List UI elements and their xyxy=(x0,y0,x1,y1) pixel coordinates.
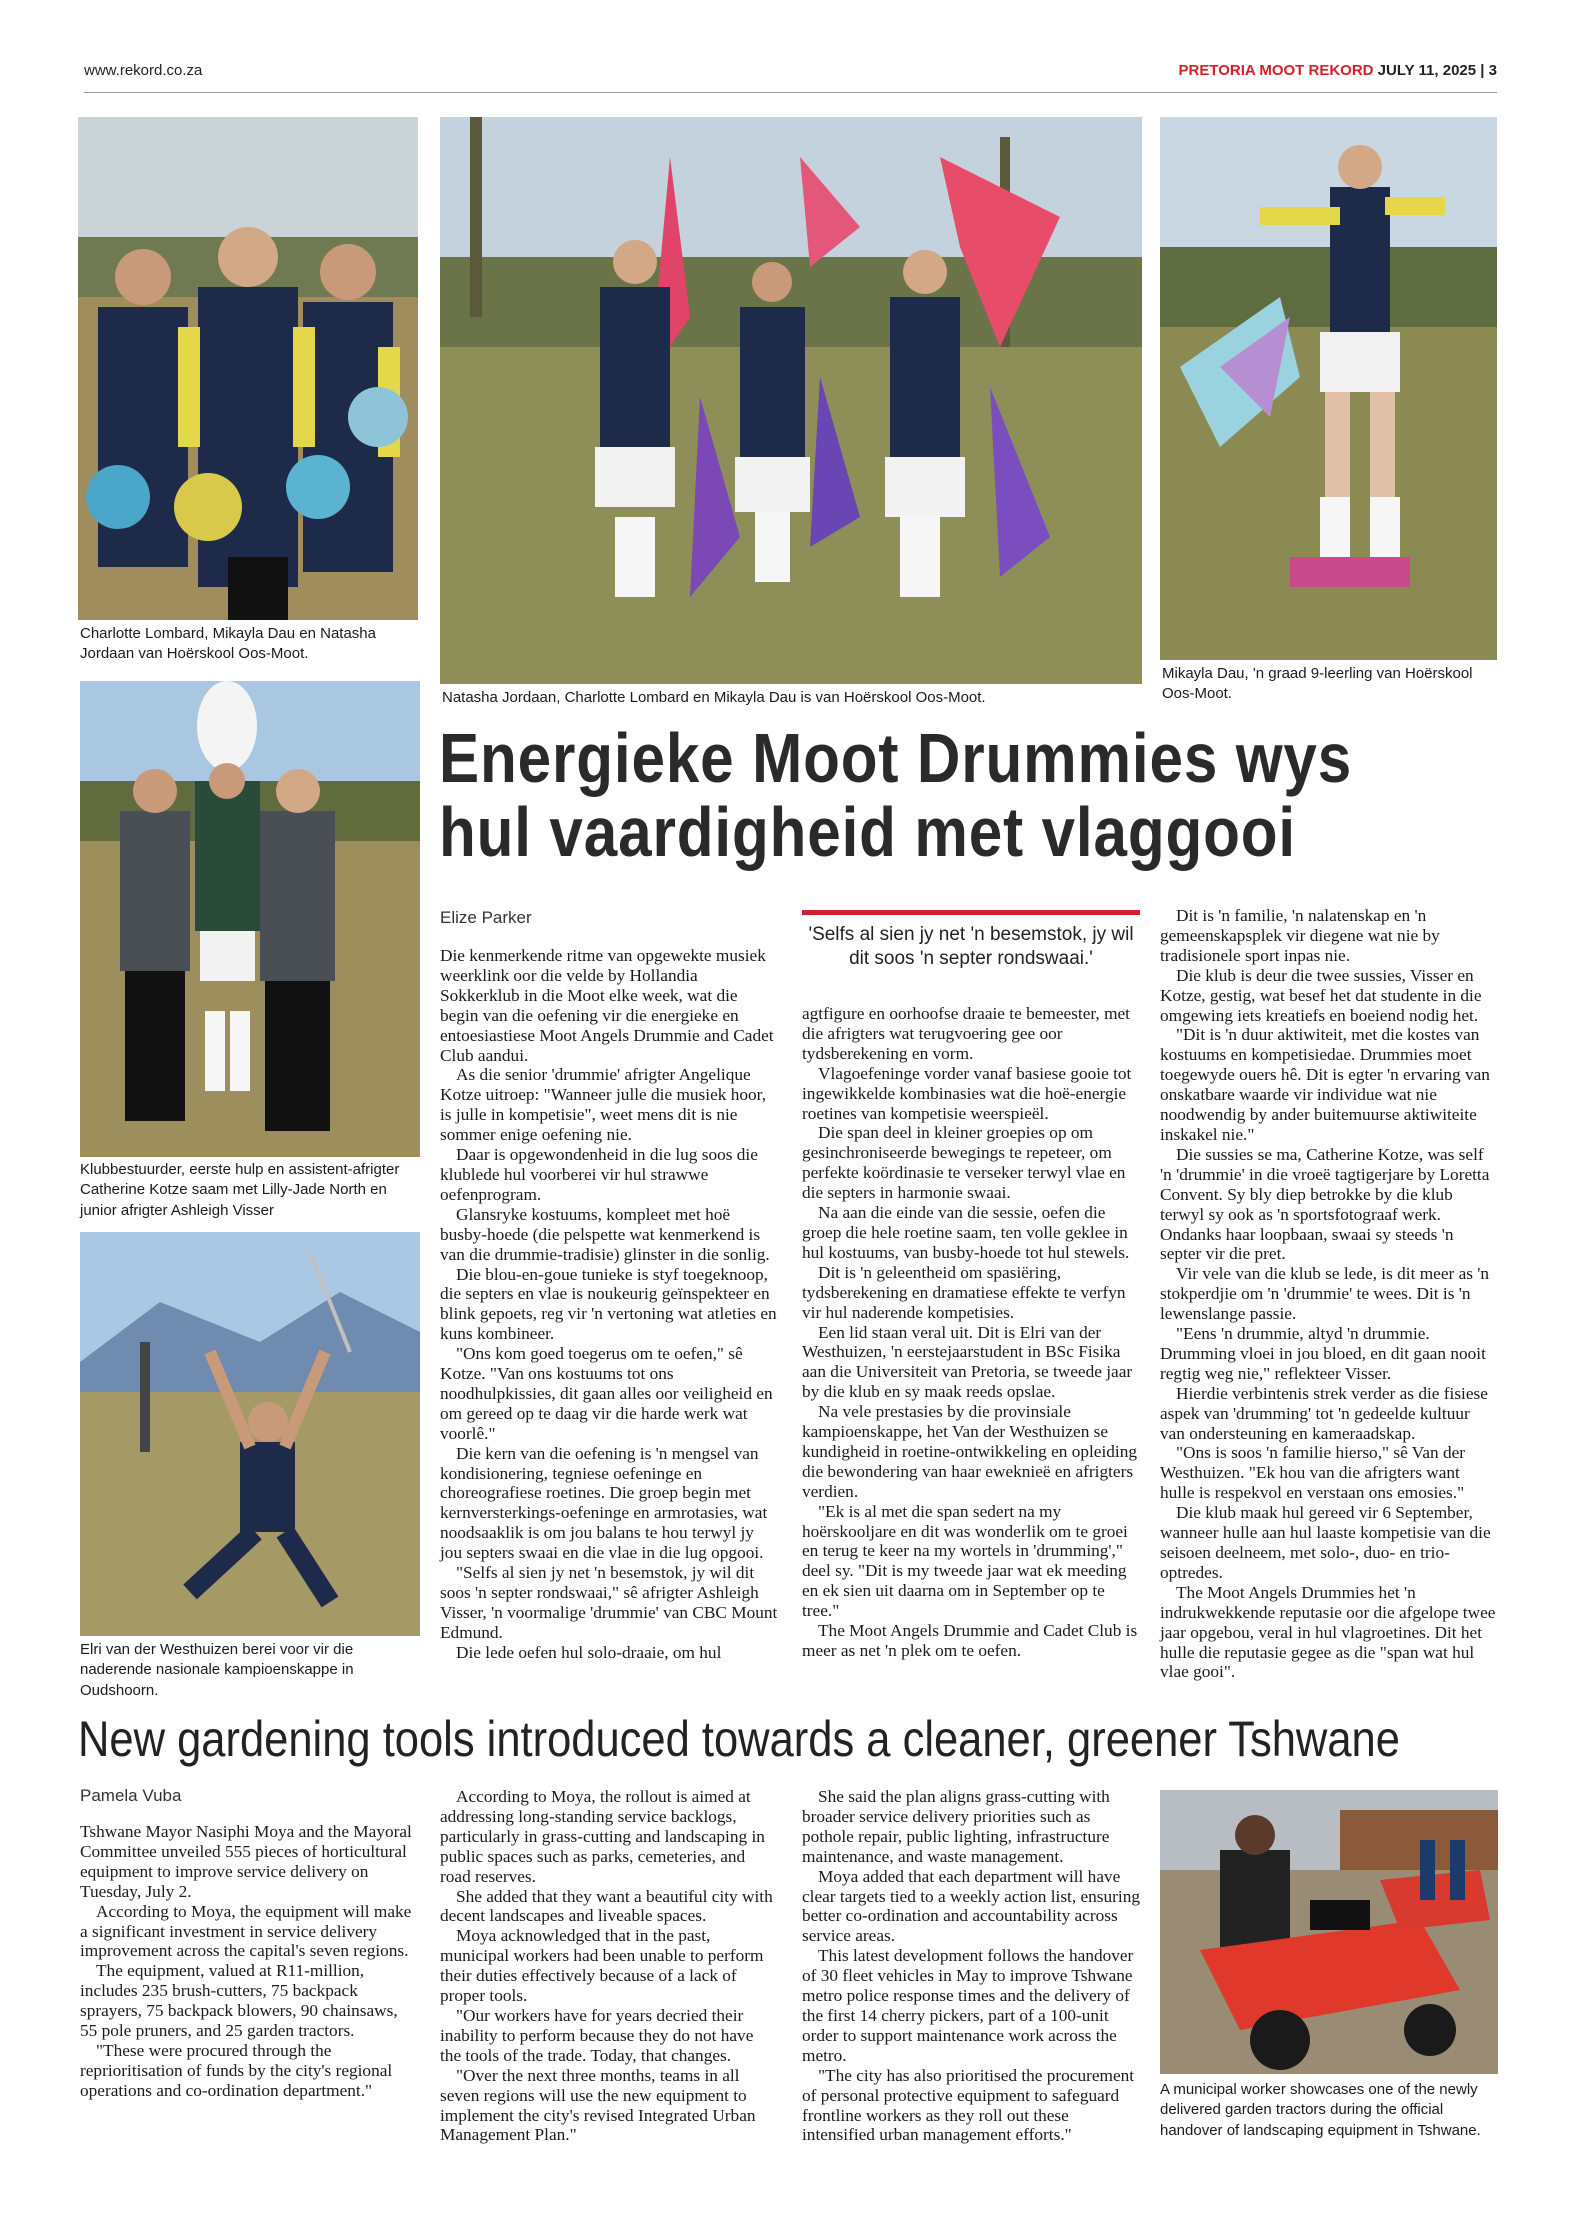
article2-headline: New gardening tools introduced towards a cleaner, greener Tshwane xyxy=(78,1711,1400,1767)
paragraph: She said the plan aligns grass-cutting with broader service delivery priorities such as pothole repair, public lighting, infrastructure maintenance, and waste management. xyxy=(802,1787,1110,1866)
article2-column-2 xyxy=(440,1787,778,2145)
paragraph: "Eens 'n drummie, altyd 'n drummie. Drumming vloei in jou bloed, en dit gaan nooit regtig weg nie," reflekteer Visser. xyxy=(1160,1324,1486,1383)
paragraph: The Moot Angels Drummies het 'n indrukwekkende reputasie oor die afgelope twee jaar opgebou, veral in hul vlagroetines. Dit het hulle die reputasie gegee as die "span wat hul vlae gooi". xyxy=(1160,1582,1496,1682)
paragraph: Een lid staan veral uit. Dit is Elri van der Westhuizen, 'n eerstejaarstudent in BSc Fisika aan die Universiteit van Pretoria, se tweede jaar by die klub en sy maak reeds opslae. xyxy=(802,1322,1133,1402)
caption-flag-trio: Natasha Jordaan, Charlotte Lombard en Mikayla Dau is van Hoërskool Oos-Moot. xyxy=(442,689,986,706)
paragraph: She added that they want a beautiful city with decent landscapes and liveable spaces. xyxy=(440,1886,773,1926)
paragraph: Dit is 'n geleentheid om spasiëring, tydsberekening en dramatiese effekte te verfyn vir hul naderende kompetisies. xyxy=(802,1262,1126,1322)
article-column-1 xyxy=(440,946,780,1663)
caption-mikayla-flag: Mikayla Dau, 'n graad 9-leerling van Hoërskool Oos-Moot. xyxy=(1162,665,1473,703)
photo-coaches xyxy=(80,681,420,1157)
paragraph: Na aan die einde van die sessie, oefen die groep die hele roetine saam, ten volle geklee in hul kostuums, van busby-hoede tot hul stewels. xyxy=(802,1203,1130,1262)
article2-column-1 xyxy=(80,1822,418,2101)
photo-garden-tractor xyxy=(1160,1790,1498,2074)
paragraph: Vir vele van die klub se lede, is dit meer as 'n stokperdjie om 'n 'drummie' te wees. Dit is 'n lewenslange passie. xyxy=(1160,1264,1490,1324)
paragraph: "Over the next three months, teams in all seven regions will use the new equipment to implement the city's revised Integrated Urban Management Plan." xyxy=(440,2065,756,2145)
paragraph: "Selfs al sien jy net 'n besemstok, jy wil dit soos 'n septer rondswaai," sê afrigter Ashleigh Visser, 'n voormalige 'drummie' van CBC Mount Edmund. xyxy=(440,1563,778,1642)
paragraph: "Ek is al met die span sedert na my hoërskooljare en dit was wonderlik om te groei en terug te keer na my wortels in 'drumming'," deel sy. "Dit is my tweede jaar wat ek meeding en ek sien uit daarna om in September op te tree." xyxy=(802,1501,1128,1621)
photo-pompom-girls xyxy=(78,117,418,620)
paragraph: According to Moya, the rollout is aimed at addressing long-standing service backlogs, particularly in grass-cutting and landscaping in public spaces such as parks, cemeteries, and road reserves. xyxy=(440,1787,765,1886)
paragraph: Die span deel in kleiner groepies op om gesinchroniseerde bewegings te repeteer, om perfekte koördinasie te verseker terwyl vlae en die septers in harmonie swaai. xyxy=(802,1123,1126,1203)
header-rule xyxy=(84,92,1497,93)
paragraph: Dit is 'n familie, 'n nalatenskap en 'n gemeenskapsplek vir diegene wat nie by tradisionele sport inpas nie. xyxy=(1160,906,1440,965)
article-column-3 xyxy=(1160,906,1498,1682)
caption-garden-tractor: A municipal worker showcases one of the newly delivered garden tractors during the official handover of landscaping equipment in Tshwane. xyxy=(1160,2081,1481,2139)
paragraph: Hierdie verbintenis strek verder as die fisiese aspek van 'drumming' tot 'n gedeelde kultuur van ondersteuning en kameraadskap. xyxy=(1160,1383,1488,1443)
paragraph: "These were procured through the reprioritisation of funds by the city's regional operations and co-ordination department." xyxy=(80,2040,393,2100)
article-headline xyxy=(439,719,1353,871)
paragraph: "The city has also prioritised the procurement of personal protective equipment to safeguard frontline workers as they roll out these intensified urban management efforts." xyxy=(802,2065,1135,2145)
paragraph: Die klub is deur die twee sussies, Visser en Kotze, gestig, wat besef het dat studente in die omgewing iets kreatiefs en boeiend nodig het. xyxy=(1160,965,1482,1025)
caption-coaches: Klubbestuurder, eerste hulp en assistent-afrigter Catherine Kotze saam met Lilly-Jade North en junior afrigter Ashleigh Visser xyxy=(80,1161,400,1219)
paragraph: Die kenmerkende ritme van opgewekte musiek weerklink oor die velde by Hollandia Sokkerklub in die Moot elke week, wat die begin van die oefening vir die energieke en entoesiastiese Moot Angels Drummie and Cadet Club aandui. xyxy=(440,946,774,1065)
paragraph: agtfigure en oorhoofse draaie te bemeester, met die afrigters wat terugvoering gee oor tydsberekening en vorm. xyxy=(802,1004,1130,1063)
paragraph: Tshwane Mayor Nasiphi Moya and the Mayoral Committee unveiled 555 pieces of horticultural equipment to improve service delivery on Tuesday, July 2. xyxy=(80,1822,412,1901)
pull-quote: 'Selfs al sien jy net 'n besemstok, jy wil dit soos 'n septer rondswaai.' xyxy=(802,910,1140,971)
paragraph: Die klub maak hul gereed vir 6 September, wanneer hulle aan hul laaste kompetisie van die seisoen deelneem, met solo-, duo- en trio-optredes. xyxy=(1160,1503,1491,1582)
paragraph: The Moot Angels Drummie and Cadet Club is meer as net 'n plek om te oefen. xyxy=(802,1621,1138,1660)
photo-mikayla-flag xyxy=(1160,117,1497,660)
article2-byline: Pamela Vuba xyxy=(80,1786,182,1805)
paragraph: Na vele prestasies by die provinsiale kampioenskappe, het Van der Westhuizen se kundigheid in roetine-ontwikkeling en opleiding die bewondering van haar eweknieë en afrigters verdien. xyxy=(802,1402,1138,1501)
paragraph: Die blou-en-goue tunieke is styf toegeknoop, die septers en vlae is noukeurig geïnspekteer en blink gepoets, reg vir 'n vertoning wat atleties en kuns kombineer. xyxy=(440,1264,777,1344)
paragraph: Glansryke kostuums, kompleet met hoë busby-hoede (die pelspette wat kenmerkend is van die drummie-tradisie) glinster in die sonlig. xyxy=(440,1204,770,1264)
publication-name: PRETORIA MOOT REKORD xyxy=(1178,62,1374,79)
issue-date: JULY 11, 2025 xyxy=(1377,62,1477,79)
caption-elri-lunge: Elri van der Westhuizen berei voor vir die naderende nasionale kampioenskappe in Oudshoorn. xyxy=(80,1641,354,1699)
paragraph: This latest development follows the handover of 30 fleet vehicles in May to improve Tshwane metro police response times and the delivery of the first 14 cherry pickers, part of a 100-unit order to support maintenance work across the metro. xyxy=(802,1946,1134,2065)
paragraph: "Ons kom goed toegerus om te oefen," sê Kotze. "Van ons kostuums tot ons noodhulpkissies, dit gaan alles oor veiligheid en om gereed op te daag vir die harde werk wat voorlê." xyxy=(440,1344,773,1443)
page-header-info xyxy=(1178,62,1497,79)
article-byline: Elize Parker xyxy=(440,908,532,927)
paragraph: Vlagoefeninge vorder vanaf basiese gooie tot ingewikkelde kombinasies wat die hoë-energie roetines van kompetisie weerspieël. xyxy=(802,1063,1132,1123)
article-column-2 xyxy=(802,1004,1142,1661)
paragraph: "Ons is soos 'n familie hierso," sê Van der Westhuizen. "Ek hou van die afrigters want hulle is respekvol en verstaan ons emosies." xyxy=(1160,1443,1466,1503)
photo-flag-trio xyxy=(440,117,1142,684)
paragraph: Moya acknowledged that in the past, municipal workers had been unable to perform their duties effectively because of a lack of proper tools. xyxy=(440,1926,764,2006)
paragraph: According to Moya, the equipment will make a significant investment in service delivery improvement across the capital's seven regions. xyxy=(80,1901,412,1961)
paragraph: Moya added that each department will have clear targets tied to a weekly action list, ensuring better co-ordination and accountability across service areas. xyxy=(802,1866,1140,1946)
paragraph: As die senior 'drummie' afrigter Angelique Kotze uitroep: "Wanneer julle die musiek hoor, is julle in kompetisie", weet mens dit is nie sommer enige oefening nie. xyxy=(440,1065,767,1145)
paragraph: "Dit is 'n duur aktiwiteit, met die kostes van kostuums en kompetisiedae. Drummies moet toegewyde ouers hê. Dit is egter 'n ervaring van onskatbare waarde vir individue wat nie noodwendig by ander buitemuurse aktiwiteite inskakel nie." xyxy=(1160,1025,1490,1144)
headline-line-1: Energieke Moot Drummies wys xyxy=(439,719,1353,797)
article2-column-3 xyxy=(802,1787,1140,2145)
paragraph: Die sussies se ma, Catherine Kotze, was self 'n 'drummie' in die vroeë tagtigerjare by Loretta Convent. Sy bly diep betrokke by die klub terwyl sy ook as 'n sportsfotograaf werk. Ondanks haar loopbaan, swaai sy steeds 'n septer vir die pret. xyxy=(1160,1144,1490,1264)
header-separator: | xyxy=(1480,62,1485,79)
site-url: www.rekord.co.za xyxy=(84,62,203,79)
paragraph: Die lede oefen hul solo-draaie, om hul xyxy=(456,1642,722,1662)
photo-elri-lunge xyxy=(80,1232,420,1636)
paragraph: Daar is opgewondenheid in die lug soos die klublede hul voorberei vir hul strawwe oefenprogram. xyxy=(440,1145,758,1204)
headline-line-2: hul vaardigheid met vlaggooi xyxy=(439,792,1296,871)
page-number: 3 xyxy=(1488,62,1497,79)
paragraph: The equipment, valued at R11-million, includes 235 brush-cutters, 75 backpack sprayers, 75 backpack blowers, 90 chainsaws, 55 pole pruners, and 25 garden tractors. xyxy=(80,1961,398,2041)
paragraph: "Our workers have for years decried their inability to perform because they do not have the tools of the trade. Today, that changes. xyxy=(440,2005,754,2065)
paragraph: Die kern van die oefening is 'n mengsel van kondisionering, tegniese oefeninge en choreografiese roetines. Die groep begin met kernversterkings-oefeninge en armrotasies, wat noodsaaklik is om jou balans te hou terwyl jy jou septers swaai en die vlae in die lug opgooi. xyxy=(440,1443,768,1563)
caption-pompom-girls: Charlotte Lombard, Mikayla Dau en Natasha Jordaan van Hoërskool Oos-Moot. xyxy=(80,625,376,663)
